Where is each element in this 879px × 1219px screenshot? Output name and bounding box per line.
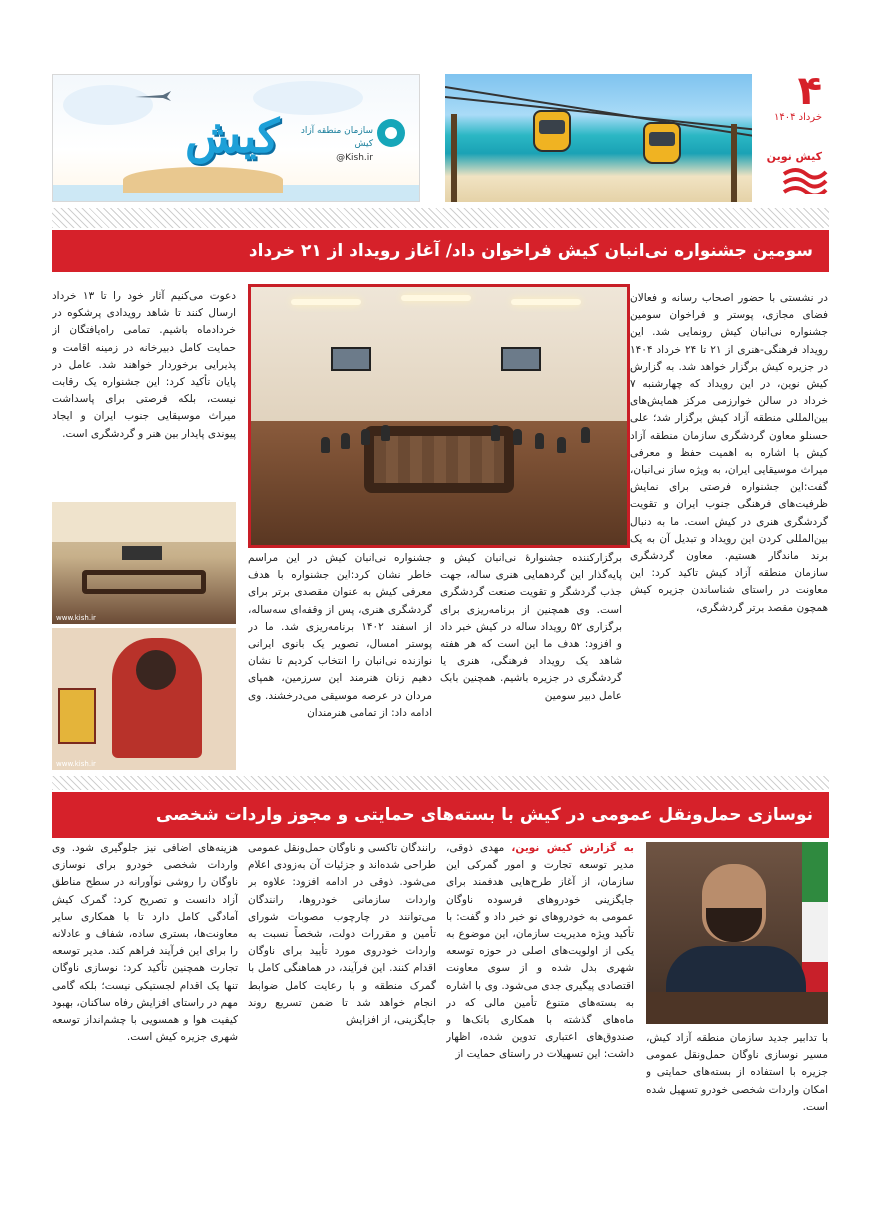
wall-screen [331, 347, 371, 371]
article2-headline-text: نوسازی حمل‌ونقل عمومی در کیش با بسته‌های حمایتی و مجوز واردات شخصی [155, 805, 813, 825]
article1-column-left: دعوت می‌کنیم آثار خود را تا ۱۳ خرداد ارسال کنند تا شاهد رویدادی پرشکوه در خردادماه باشیم. تمامی راه‌یافتگان از حمایت کامل دبیرخانه در زمینه اقامت و پذیرایی برخوردار خواهند شد. عامل در پایان تأکید کرد: این جشنواره یک رقابت نیست، بلکه فرصتی برای پاسداشت میراث موسیقایی جنوب ایران و ایجاد پیوندی پایدار بین هنر و گردشگری است. [52, 290, 236, 440]
ceiling-light [401, 295, 471, 301]
article2-column-right: با تدابیر جدید سازمان منطقه آزاد کیش، مسیر نوسازی ناوگان حمل‌ونقل عمومی جزیره با استفاده از بسته‌های حمایتی و امکان واردات شخصی خودرو تسهیل شده است. [646, 1032, 828, 1113]
photo-credit: www.kish.ir [56, 614, 96, 622]
photo-credit: www.kish.ir [56, 760, 96, 768]
festival-poster-photo [52, 628, 236, 770]
kish-logo-icon [377, 119, 405, 147]
cable-line [445, 86, 752, 138]
island-illustration [123, 167, 283, 193]
attendee [381, 425, 390, 441]
hatch-divider [52, 776, 829, 790]
hall-photo [52, 502, 236, 624]
palm-tree [731, 124, 737, 202]
gondola-illustration [643, 122, 681, 164]
ceiling-light [291, 299, 361, 305]
ad-social-handle: @Kish.ir [336, 153, 373, 163]
article2-column-mid3-text: مهدی ذوقی، مدیر توسعه تجارت و امور گمرکی این سازمان، از آغاز طرح‌هایی هدفمند برای جایگزینی خودروهای فرسوده ناوگان عمومی به خودروهای نو خبر داد و گفت: با تأکید ویژه مدیریت سازمان، این موضوع به یکی از اولویت‌های اصلی در حوزه توسعه شهری بدل شده و از سوی معاونت اقتصادی پیگیری جدی می‌شود. وی با اشاره به بسته‌های متنوع تأمین مالی که در ماه‌های گذشته با همکاری بانک‌ها و صندوق‌های اعتباری تدوین شده، اظهار داشت: این تسهیلات در راستای حمایت از [446, 842, 634, 1061]
attendee [557, 437, 566, 453]
gondola-illustration [533, 110, 571, 152]
issue-number: ۴ [797, 68, 822, 114]
ad-organization: سازمان منطقه آزاد کیش [300, 126, 373, 149]
article2-lead: به گزارش کیش نوین، [511, 842, 634, 854]
hatch-divider [52, 208, 829, 228]
photo-ceiling [52, 502, 236, 542]
article2-column-left: هزینه‌های اضافی نیز جلوگیری شود. وی واردات شخصی خودرو برای نوسازی ناوگان را روشی نوآورانه در سطح مناطق آزاد دانست و تصریح کرد: گمرک کیش آمادگی کامل دارد تا با همکاری سایر معاونت‌ها، بستری ساده، شفاف و عادلانه را برای این فرآیند فراهم کند. مدیر توسعه تجارت همچنین تأکید کرد: نوسازی ناوگان تنها یک اقدام لجستیکی نیست؛ بلکه گامی مهم در راستای افزایش رفاه ساکنان، بهبود کیفیت هوا و همسویی با چشم‌انداز توسعه شهری جزیره کیش است. [52, 842, 238, 1044]
portrait-desk [646, 992, 828, 1024]
article2-column-mid2: رانندگان تاکسی و ناوگان حمل‌ونقل عمومی طراحی شده‌اند و جزئیات آن به‌زودی اعلام می‌شود. ذوقی در ادامه افزود: علاوه بر واردات سازمانی خودروها، رانندگان می‌توانند در چارچوب مصوبات شورای تأمین و مقررات دولت، شخصاً نسبت به واردات خودروی مورد تأیید برای ناوگان اقدام کنند. این فرآیند، در هماهنگی کامل با گمرک منطقه و با رعایت کامل ضوابط انجام خواهد شد تا ضمن تسریع روند جایگزینی، از افزایش [248, 842, 436, 1027]
photo-wall [251, 287, 627, 429]
article1-column-right: در نشستی با حضور اصحاب رسانه و فعالان فضای مجازی، پوستر و فراخوان سومین جشنواره نی‌انبان کیش رونمایی شد. این رویداد فرهنگی-هنری از ۲۱ تا ۲۴ خرداد ۱۴۰۴ در جزیره کیش برگزار خواهد شد. به گزارش کیش نوین، در این رویداد که چهارشنبه ۷ خرداد در سالن خوارزمی مرکز همایش‌های بین‌المللی منطقه آزاد کیش برگزار شد؛ علی حسنلو معاون گردشگری سازمان منطقه آزاد کیش با اشاره به اهمیت حفظ و معرفی میراث موسیقایی ایران، به ویژه ساز نی‌انبان، گفت:این جشنواره فرصتی برای نمایش ظرفیت‌های فرهنگی جنوب ایران و تقویت گردشگری هنری در کیش است. ما به دنبال بین‌المللی کردن این رویداد و تبدیل آن به یک برند ماندگار هستیم. معاون گردشگری سازمان منطقه آزاد کیش تاکید کرد: این معاونت در راستای شناساندن جزیره کیش همچون مقصد برتر گردشگری، [630, 292, 828, 614]
attendee [361, 429, 370, 445]
ceiling-light [511, 299, 581, 305]
poster-figure-head [136, 650, 176, 690]
cable-car-photo [445, 74, 752, 202]
article1-column-mid1: جشنواره نی‌انبان کیش در این مراسم خاطر نشان کرد:این جشنواره با هدف معرفی کیش به عنوان مقصدی برتر برای گردشگری هنری، پس از وقفه‌ای سه‌ساله، از اسفند ۱۴۰۲ برنامه‌ریزی شد. ما در پوستر امسال، تصویر یک بانوی ایرانی نوازنده نی‌انبان را انتخاب کردیم تا نشان دهیم زنان هنرمند این سرزمین، همپای مردان در عرصه موسیقی می‌درخشند. وی ادامه داد: از تمامی هنرمندان [248, 552, 432, 719]
article1-column-mid2: برگزارکننده جشنوارهٔ نی‌انبان کیش و پایه‌گذار این گردهمایی هنری ساله، جهت جذب گردشگر و تقویت صنعت گردشگری است. وی همچنین از برنامه‌ریزی برای برگزاری ۵۲ رویداد ساله در کیش خبر داد و افزود: هدف ما این است که هر هفته شاهد یک رویداد فرهنگی، هنری یا گردشگری در جزیره باشیم. همچنین بابک عامل دبیر سومین [440, 552, 622, 702]
palm-tree [451, 114, 457, 202]
meeting-hall-photo [248, 284, 630, 548]
brand-name: کیش نوین [766, 150, 822, 163]
article2-column-mid3 [446, 840, 634, 1130]
brand-waves-icon [782, 164, 828, 194]
attendee [321, 437, 330, 453]
article2-headline [52, 792, 829, 838]
article1-headline [52, 230, 829, 272]
wall-screen [501, 347, 541, 371]
issue-date: خرداد ۱۴۰۴ [773, 112, 822, 123]
attendee [513, 429, 522, 445]
attendee [491, 425, 500, 441]
article1-headline-text: سومین جشنواره نی‌انبان کیش فراخوان داد/ آغاز رویداد از ۲۱ خرداد [248, 241, 813, 261]
poster-card [58, 688, 96, 744]
attendee [535, 433, 544, 449]
official-portrait-photo [646, 842, 828, 1024]
conference-table [82, 570, 206, 594]
cable-line [445, 96, 752, 131]
attendee [581, 427, 590, 443]
ad-logo-text: کیش [185, 109, 280, 163]
wall-screen [122, 546, 162, 560]
attendee [341, 433, 350, 449]
airplane-icon [133, 89, 173, 103]
advertisement-banner [52, 74, 420, 202]
